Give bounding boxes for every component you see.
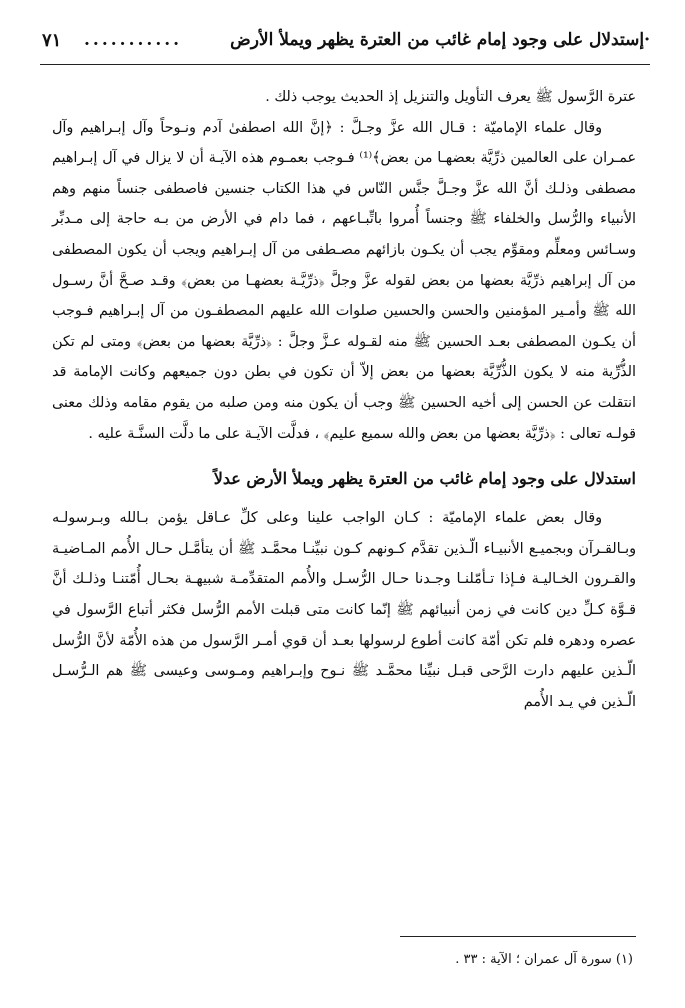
header-divider bbox=[40, 64, 650, 65]
page-body bbox=[52, 82, 636, 717]
section-heading: استدلال على وجود إمام غائب من العترة يظهر ويملأ الأرض عدلاً bbox=[213, 469, 636, 489]
leader-dots: ........... bbox=[84, 30, 183, 50]
paragraph-imamiyya-argument: وقال علماء الإماميّة : قـال الله عزَّ وجـلَّ : ﴿إنَّ الله اصطفىٰ آدم ونـوحاً وآل إبـراهيم وآل عمـران على العالمين ذرِّيَّة بعضهـا من بعض﴾⁽¹⁾ فـوجب بعمـوم هذه الآيـة أن لا يزال في آل إبـراهيم مصطفى وذلـك أنَّ الله عزَّ وجـلَّ جنَّس النّاس في هذا الكتاب جنسين فاصطفى جنساً منهم وهم الأنبياء والرُّسل والخلفاء ﷺ وجنساً أُمروا باتِّبـاعهم ، فما دام في الأرض من بـه حاجة إلى مـدبِّر وسـائس ومعلِّم ومقوِّم يجب أن يكـون بازائهم مصـطفى من آل إبـراهيم ويجب أن يكون المصطفى من آل إبراهيم ذرِّيَّة بعضها من بعض لقوله عزَّ وجلَّ ﴿ذرِّيَّـة بعضهـا من بعض﴾ وقـد صـحَّ أنَّ رسـول الله ﷺ وأمـير المؤمنين والحسن والحسين صلوات الله عليهم المصطفـون من آل إبـراهيم فـوجب أن يكـون المصطفى بعـد الحسين ﷺ منه لقـوله عـزَّ وجلَّ : ﴿ذرِّيَّة بعضها من بعض﴾ ومتى لم تكن الذُّرِّية منه لا يكون الذُّرِّيَّة بعضها من بعض إلاّ أن تكون في بطن دون جميعهم وكانت الإمامة قد انتقلت عن الحسن إلى أخيه الحسين ﷺ وجب أن يكون منه ومن صلبه من يقوم مقامه وذلك معنى قولـه تعالى : ﴿ذرِّيَّة بعضها من بعض والله سميع عليم﴾ ، فدلَّت الآيـة على ما دلَّت السنَّـة عليه . bbox=[52, 119, 636, 442]
paragraph-section-body: وقال بعض علماء الإماميّة : كـان الواجب علينا وعلى كلِّ عـاقل يؤمن بـالله وبـرسولـه وبـالقـرآن وبجميـع الأنبيـاء الّـذين تقدَّم كـونهم كـون نبيِّنـا محمَّـد ﷺ أن يتأمَّـل حـال الأُمم المـاضيـة والقـرون الخـاليـة فـإذا تـأمّلنـا وجـدنا حـال الرُّسـل والأُمم المتقدِّمـة شبيهـة بحـال أُمّتنـا وذلـك أنَّ قـوَّة كـلِّ دين كانت في زمن أنبيائهم ﷺ إنّما كانت متى قبلت الأمم الرُّسل فكثر أتباع الرَّسول في عصره ودهره فلم تكن أمّة كانت أطوع لرسولها بعـد أن قوي أمـر الرَّسول من هذه الأُمّة لأنَّ الرُّسل الّـذين عليهم دارت الرَّحى قبـل نبيِّنا محمَّـد ﷺ نـوح وإبـراهيم ومـوسى وعيسى ﷺ هم الـرُّسـل الّـذين في يـد الأُمم bbox=[52, 510, 636, 710]
running-header bbox=[40, 30, 650, 60]
page-number: ٧١ bbox=[42, 30, 62, 51]
footnote-divider bbox=[400, 936, 636, 937]
running-title: ·إستدلال على وجود إمام غائب من العترة يظهر ويملأ الأرض bbox=[230, 30, 650, 50]
paragraph-continuation: عترة الرَّسول ﷺ يعرف التأويل والتنزيل إذ الحديث يوجب ذلك . bbox=[265, 89, 636, 105]
footnote: (١) سورة آل عمران ؛ الآية : ٣٣ . bbox=[455, 952, 633, 967]
